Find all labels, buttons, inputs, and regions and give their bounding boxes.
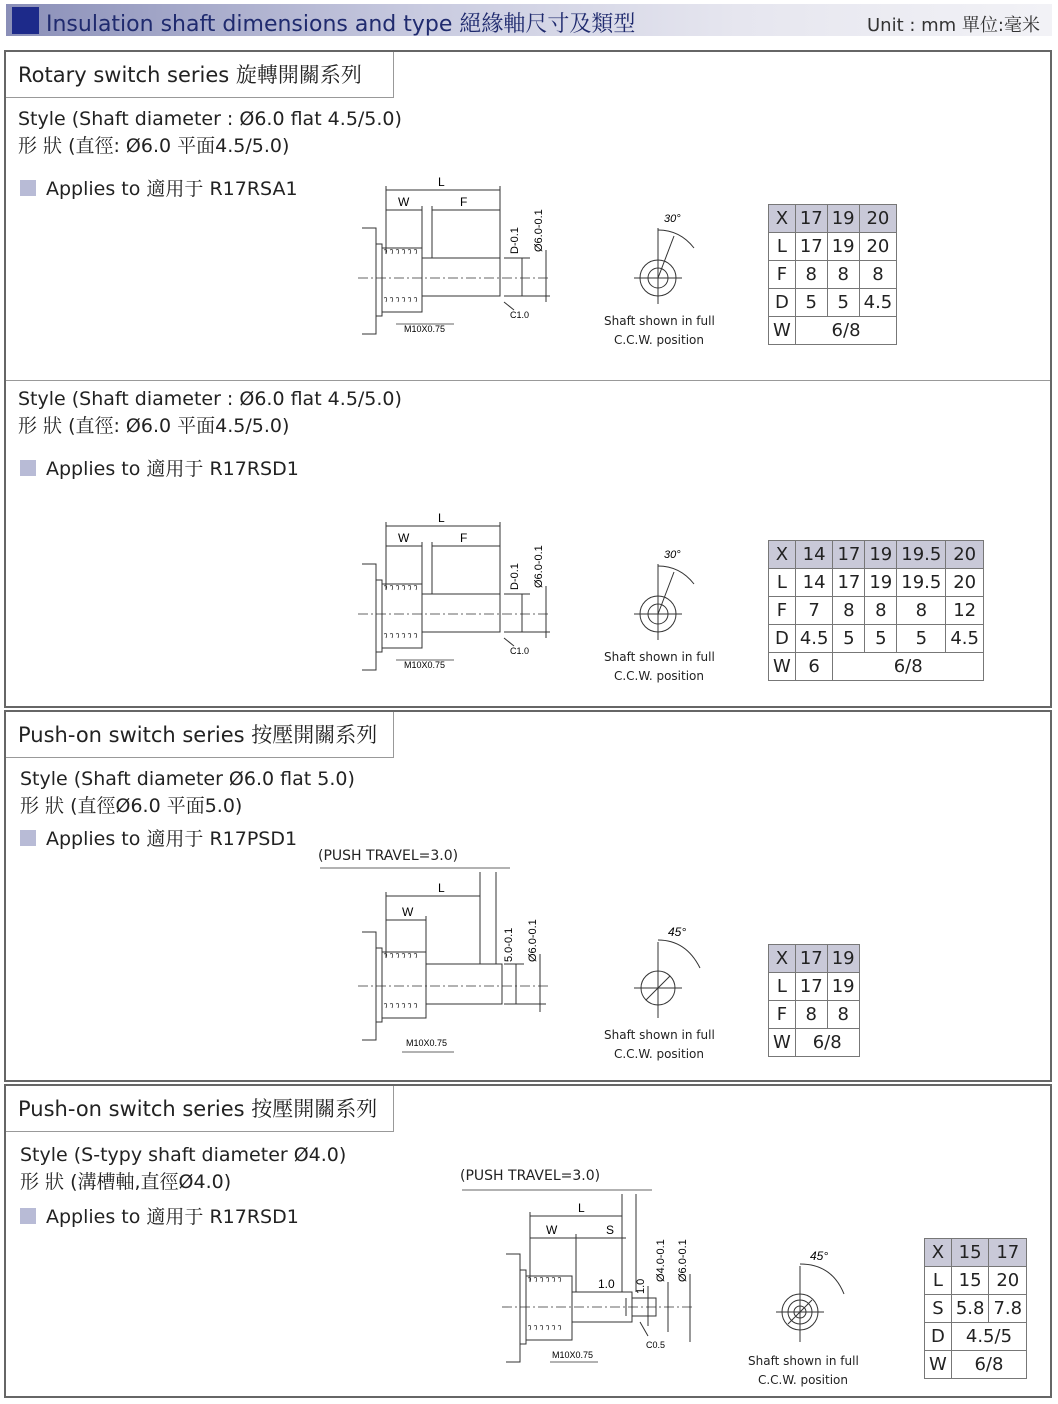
- dim-dia4-label: Ø4.0-0.1: [655, 1239, 667, 1282]
- caption-line-2: C.C.W. position: [757, 1373, 849, 1387]
- series-title: Rotary switch series 旋轉開關系列: [6, 52, 394, 98]
- push-travel-label: (PUSH TRAVEL=3.0): [460, 1168, 601, 1184]
- table-cell: 12: [946, 597, 984, 625]
- applies-label: Applies to 適用于 R17RSD1: [46, 458, 299, 480]
- table-cell: S: [925, 1295, 952, 1323]
- table-cell: 8: [833, 597, 865, 625]
- table-cell: 8: [897, 597, 946, 625]
- table-cell: 19: [865, 541, 897, 569]
- table-cell: 4.5: [859, 289, 897, 317]
- table-cell: 7.8: [989, 1295, 1027, 1323]
- table-cell: 17: [833, 541, 865, 569]
- dim-dia-label: Ø6.0-0.1: [533, 209, 545, 252]
- table-cell: F: [769, 261, 796, 289]
- table-cell: 14: [795, 541, 833, 569]
- dim-dia6-label: Ø6.0-0.1: [677, 1239, 689, 1282]
- dim-W-label: W: [402, 905, 414, 919]
- table-cell: 8: [865, 597, 897, 625]
- shaft-end-view: [634, 208, 704, 308]
- style-description: [18, 106, 402, 160]
- table-cell: 6/8: [795, 1029, 859, 1057]
- table-cell: X: [769, 945, 796, 973]
- style-description: [18, 386, 402, 440]
- table-cell: 4.5: [795, 625, 833, 653]
- table-cell: D: [769, 289, 796, 317]
- dim-F-label: F: [460, 531, 468, 545]
- table-cell: L: [769, 233, 796, 261]
- style-zh: 形 狀 (直徑: Ø6.0 平面4.5/5.0): [18, 135, 290, 157]
- shaft-caption: [604, 312, 714, 350]
- chamfer-label: C1.0: [510, 310, 530, 320]
- shaft-end-view: [634, 922, 710, 1032]
- dim-W-label: W: [398, 195, 410, 209]
- dim-W-label: W: [398, 531, 410, 545]
- table-cell: X: [925, 1239, 952, 1267]
- table-cell: W: [769, 1029, 796, 1057]
- bullet-square: [20, 460, 36, 476]
- section-divider: [6, 380, 1050, 381]
- bullet-square: [20, 180, 36, 196]
- push-on-series-panel: [4, 710, 1052, 1082]
- caption-line-2: C.C.W. position: [613, 1047, 705, 1061]
- caption-line-2: C.C.W. position: [613, 669, 705, 683]
- caption-line-1: Shaft shown in full: [604, 650, 715, 664]
- chamfer-label: C1.0: [510, 646, 530, 656]
- dim-D-label: D-0.1: [509, 563, 521, 590]
- shaft-caption: [748, 1352, 858, 1390]
- caption-line-1: Shaft shown in full: [748, 1354, 859, 1368]
- table-cell: 8: [827, 261, 859, 289]
- style-zh: 形 狀 (溝槽軸,直徑Ø4.0): [20, 1171, 232, 1193]
- series-title: Push-on switch series 按壓開關系列: [6, 1086, 394, 1132]
- dim-F-label: F: [460, 195, 468, 209]
- table-cell: 7: [795, 597, 833, 625]
- thread-label: M10X0.75: [404, 660, 446, 670]
- table-cell: L: [769, 973, 796, 1001]
- table-cell: 19: [865, 569, 897, 597]
- style-en: Style (Shaft diameter : Ø6.0 flat 4.5/5.0): [18, 388, 402, 410]
- caption-line-1: Shaft shown in full: [604, 1028, 715, 1042]
- table-cell: 15: [951, 1239, 989, 1267]
- table-cell: 19.5: [897, 569, 946, 597]
- table-cell: 5: [795, 289, 827, 317]
- style-en: Style (Shaft diameter Ø6.0 flat 5.0): [20, 768, 355, 790]
- style-description: [20, 1142, 346, 1196]
- table-cell: 19: [827, 945, 859, 973]
- table-cell: 4.5: [946, 625, 984, 653]
- bullet-square: [20, 830, 36, 846]
- caption-line-2: C.C.W. position: [613, 333, 705, 347]
- dimension-table: [768, 944, 860, 1057]
- table-cell: 15: [951, 1267, 989, 1295]
- shaft-caption: [604, 648, 714, 686]
- table-cell: 19.5: [897, 541, 946, 569]
- shaft-drawing: [498, 1186, 698, 1376]
- table-cell: 19: [827, 973, 859, 1001]
- shaft-end-view: [634, 544, 704, 644]
- table-cell: 5: [865, 625, 897, 653]
- dim-L-label: L: [438, 881, 445, 895]
- dimension-table: [924, 1238, 1027, 1379]
- unit-label: Unit : mm 單位:毫米: [866, 15, 1040, 36]
- table-cell: 6/8: [833, 653, 984, 681]
- table-cell: L: [769, 569, 796, 597]
- style-zh: 形 狀 (直徑Ø6.0 平面5.0): [20, 795, 243, 817]
- angle-label: 30°: [664, 549, 681, 561]
- series-title: Push-on switch series 按壓開關系列: [6, 712, 394, 758]
- dim-flat-label: 5.0-0.1: [503, 927, 515, 962]
- applies-to: [20, 1202, 299, 1229]
- style-en: Style (S-typy shaft diameter Ø4.0): [20, 1144, 347, 1166]
- table-cell: 6/8: [795, 317, 896, 345]
- applies-label: Applies to 適用于 R17RSA1: [46, 178, 298, 200]
- table-cell: W: [769, 317, 796, 345]
- table-cell: 17: [989, 1239, 1027, 1267]
- applies-to: [20, 174, 298, 201]
- dim-L-label: L: [438, 175, 445, 189]
- table-cell: 5: [833, 625, 865, 653]
- style-en: Style (Shaft diameter : Ø6.0 flat 4.5/5.0): [18, 108, 402, 130]
- groove-width-label: 1.0: [598, 1277, 615, 1291]
- bullet-square: [20, 1208, 36, 1224]
- table-cell: 20: [946, 569, 984, 597]
- caption-line-1: Shaft shown in full: [604, 314, 715, 328]
- angle-label: 45°: [810, 1249, 829, 1263]
- table-cell: 8: [795, 1001, 827, 1029]
- table-cell: W: [925, 1351, 952, 1379]
- table-cell: D: [925, 1323, 952, 1351]
- applies-label: Applies to 適用于 R17PSD1: [46, 828, 298, 850]
- table-cell: 6: [795, 653, 833, 681]
- table-cell: 5.8: [951, 1295, 989, 1323]
- angle-label: 45°: [668, 925, 687, 939]
- dim-L-label: L: [578, 1201, 585, 1215]
- thread-label: M10X0.75: [404, 324, 446, 334]
- page-title: Insulation shaft dimensions and type 絕緣軸尺寸及類型: [46, 12, 636, 37]
- push-travel-label: (PUSH TRAVEL=3.0): [318, 848, 459, 864]
- applies-to: [20, 824, 297, 851]
- dim-S-label: S: [606, 1223, 615, 1237]
- table-cell: 17: [833, 569, 865, 597]
- table-cell: 20: [946, 541, 984, 569]
- table-cell: 8: [859, 261, 897, 289]
- table-cell: 19: [827, 233, 859, 261]
- table-cell: W: [769, 653, 796, 681]
- dim-D-label: D-0.1: [509, 227, 521, 254]
- dim-dia-label: Ø6.0-0.1: [527, 919, 539, 962]
- dim-L-label: L: [438, 511, 445, 525]
- table-cell: 17: [795, 973, 827, 1001]
- table-cell: 17: [795, 233, 827, 261]
- table-cell: 5: [827, 289, 859, 317]
- table-cell: 8: [795, 261, 827, 289]
- table-cell: X: [769, 205, 796, 233]
- push-on-series-panel: [4, 1084, 1052, 1398]
- style-description: [20, 766, 355, 820]
- table-cell: 14: [795, 569, 833, 597]
- table-cell: 20: [859, 233, 897, 261]
- table-cell: 20: [989, 1267, 1027, 1295]
- applies-to: [20, 454, 299, 481]
- table-cell: F: [769, 1001, 796, 1029]
- table-cell: 4.5/5: [951, 1323, 1026, 1351]
- applies-label: Applies to 適用于 R17RSD1: [46, 1206, 299, 1228]
- shaft-drawing: [354, 174, 554, 344]
- table-cell: X: [769, 541, 796, 569]
- table-cell: 19: [827, 205, 859, 233]
- page-header: [6, 4, 1052, 36]
- table-cell: L: [925, 1267, 952, 1295]
- thread-label: M10X0.75: [552, 1350, 594, 1360]
- dimension-table: [768, 204, 897, 345]
- dim-dia-label: Ø6.0-0.1: [533, 545, 545, 588]
- table-cell: 17: [795, 945, 827, 973]
- table-cell: D: [769, 625, 796, 653]
- dimension-table: [768, 540, 984, 681]
- style-zh: 形 狀 (直徑: Ø6.0 平面4.5/5.0): [18, 415, 290, 437]
- table-cell: F: [769, 597, 796, 625]
- dim-W-label: W: [546, 1223, 558, 1237]
- thread-label: M10X0.75: [406, 1038, 448, 1048]
- table-cell: 20: [859, 205, 897, 233]
- shaft-drawing: [354, 862, 554, 1052]
- rotary-series-panel: [4, 50, 1052, 708]
- shaft-caption: [604, 1026, 714, 1064]
- table-cell: 6/8: [951, 1351, 1026, 1379]
- groove-depth-label: 1.0: [635, 1278, 647, 1294]
- header-marker: [12, 7, 39, 34]
- table-cell: 17: [795, 205, 827, 233]
- table-cell: 8: [827, 1001, 859, 1029]
- table-cell: 5: [897, 625, 946, 653]
- angle-label: 30°: [664, 213, 681, 225]
- shaft-end-view: [776, 1246, 856, 1356]
- chamfer-label: C0.5: [646, 1340, 666, 1350]
- shaft-drawing: [354, 510, 554, 680]
